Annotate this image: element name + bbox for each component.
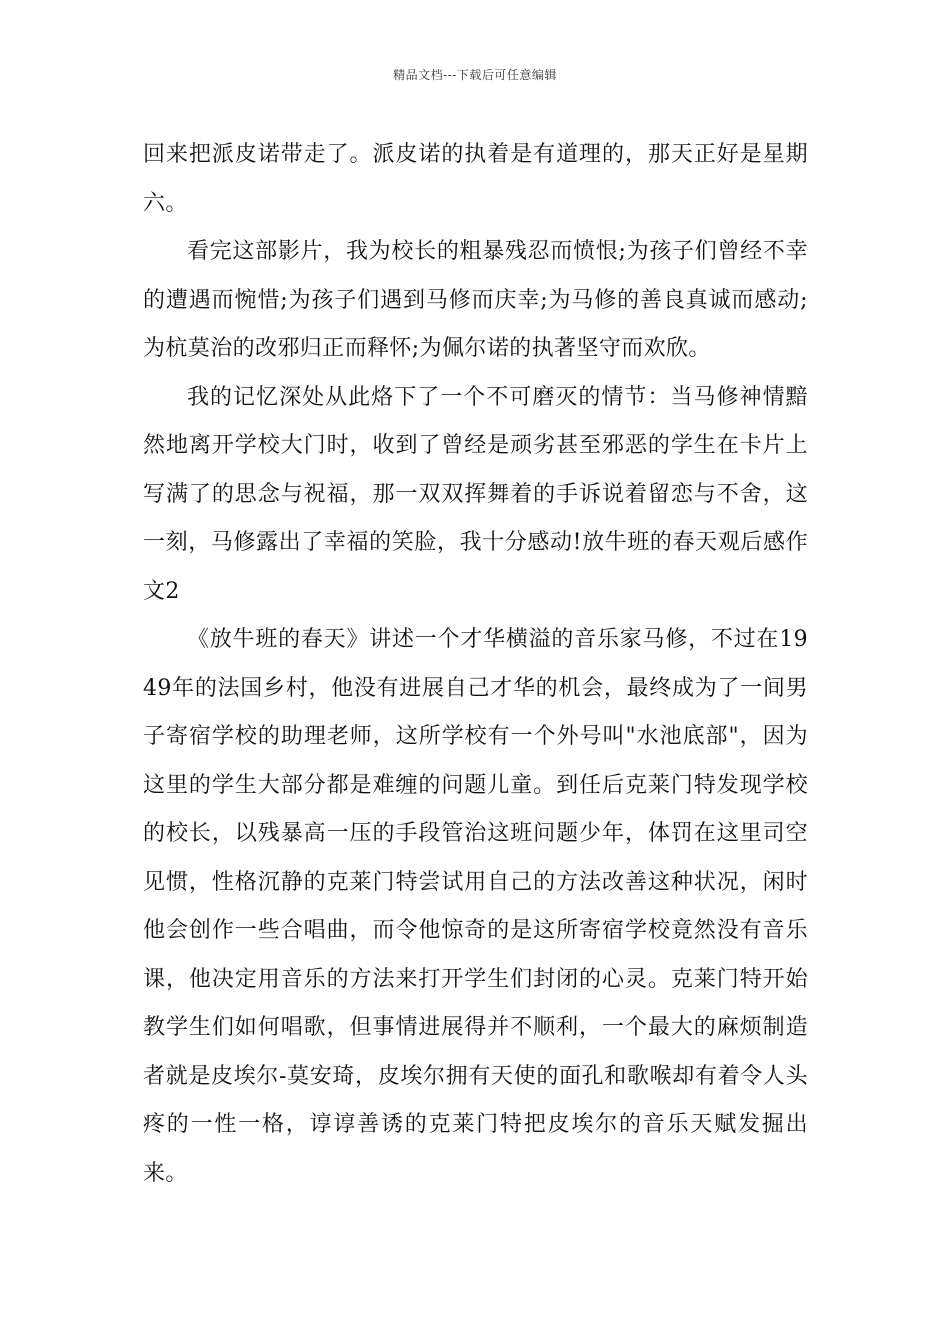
- paragraph-1: 回来把派皮诺带走了。派皮诺的执着是有道理的，那天正好是星期六。: [143, 142, 808, 216]
- paragraph-4: 《放牛班的春天》讲述一个才华横溢的音乐家马修，不过在1949年的法国乡村，他没有进展自己才华的机会，最终成为了一间男子寄宿学校的助理老师，这所学校有一个外号叫"水池底部"，因为这里的学生大部分都是难缠的问题儿童。到任后克莱门特发现学校的校长，以残暴高一压的手段管治这班问题少年，体罚在这里司空见惯，性格沉静的克莱门特尝试用自己的方法改善这种状况，闲时他会创作一些合唱曲，而令他惊奇的是这所寄宿学校竟然没有音乐课，他决定用音乐的方法来打开学生们封闭的心灵。克莱门特开始教学生们如何唱歌，但事情进展得并不顺利，一个最大的麻烦制造者就是皮埃尔-莫安琦，皮埃尔拥有天使的面孔和歌喉却有着令人头疼的一性一格，谆谆善诱的克莱门特把皮埃尔的音乐天赋发掘出来。: [143, 627, 808, 1186]
- paragraph-2: 看完这部影片，我为校长的粗暴残忍而愤恨;为孩子们曾经不幸的遭遇而惋惜;为孩子们遇到马修而庆幸;为马修的善良真诚而感动;为杭莫治的改邪归正而释怀;为佩尔诺的执著坚守而欢欣。: [143, 239, 808, 361]
- document-body: [143, 131, 808, 1198]
- page-header: 精品文档---下载后可任意编辑: [393, 68, 557, 82]
- paragraph-3: 我的记忆深处从此烙下了一个不可磨灭的情节：当马修神情黯然地离开学校大门时，收到了曾经是顽劣甚至邪恶的学生在卡片上写满了的思念与祝福，那一双双挥舞着的手诉说着留恋与不舍，这一刻，马修露出了幸福的笑脸，我十分感动!放牛班的春天观后感作文2: [143, 384, 808, 604]
